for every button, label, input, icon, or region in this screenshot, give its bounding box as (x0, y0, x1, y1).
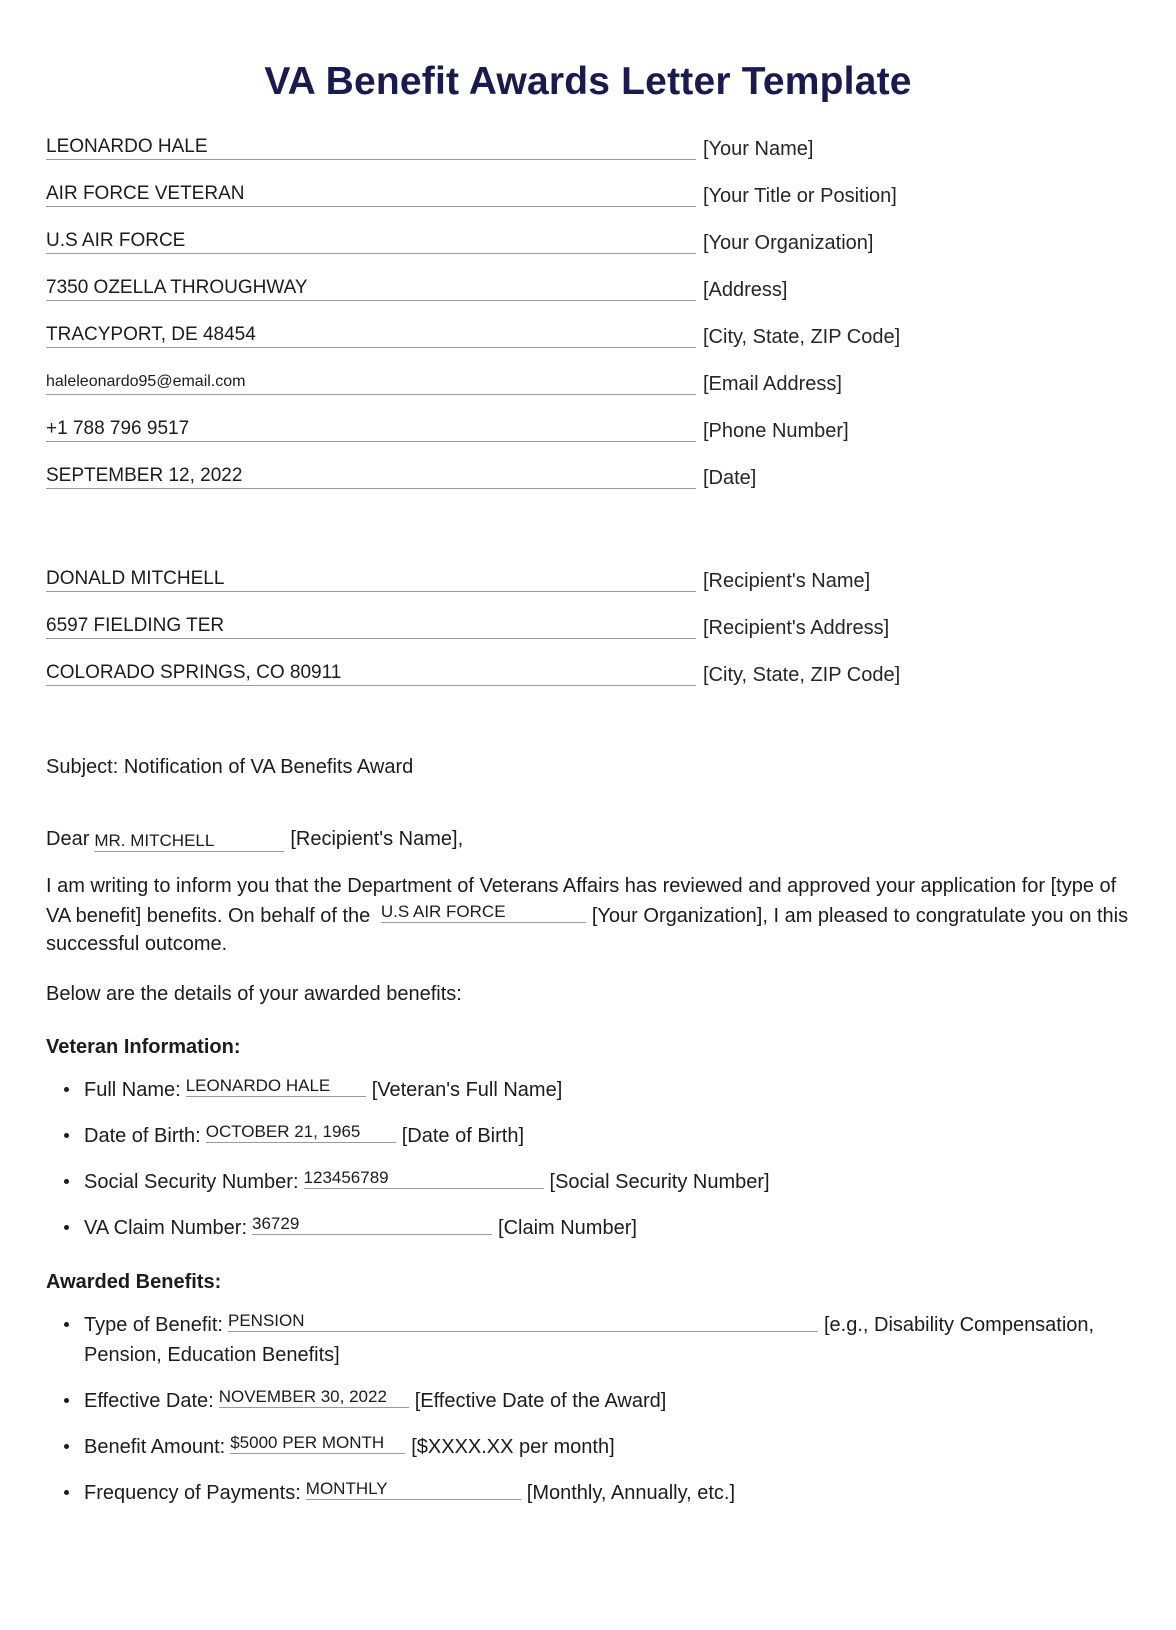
veteran-info-item-input[interactable]: 123456789 (304, 1167, 544, 1189)
body-paragraph-1 (46, 872, 1130, 958)
sender-field-block (46, 133, 1130, 489)
awarded-benefit-item-label: Type of Benefit: (84, 1313, 223, 1336)
veteran-info-item-label: Date of Birth: (84, 1124, 201, 1147)
veteran-info-item-note: [Date of Birth] (401, 1124, 524, 1147)
recipient-field-row (46, 659, 1130, 686)
veteran-info-item-note: [Social Security Number] (549, 1170, 770, 1193)
sender-field-row (46, 133, 1130, 160)
veteran-info-item-label: Full Name: (84, 1078, 181, 1101)
body-paragraph-1-part1: I am writing to inform you that the Department of Veterans Affairs has reviewed and approved your application for [type of VA benefit] benefits. On behalf of the (46, 874, 1117, 927)
veteran-info-item-label: VA Claim Number: (84, 1216, 248, 1239)
sender-field-value: U.S AIR FORCE (46, 229, 186, 251)
document-content (0, 133, 1176, 1508)
sender-field-value: AIR FORCE VETERAN (46, 182, 245, 204)
sender-field-input[interactable] (46, 274, 696, 301)
awarded-benefit-item (46, 1431, 1130, 1462)
veteran-info-item-input[interactable]: LEONARDO HALE (186, 1075, 366, 1097)
recipient-field-value: DONALD MITCHELL (46, 567, 225, 589)
sender-field-value: LEONARDO HALE (46, 135, 208, 157)
recipient-field-label: [Recipient's Address] (703, 616, 890, 639)
sender-field-row (46, 368, 1130, 395)
awarded-benefit-item-note: [e.g., Disability Compensation, Pension, Education Benefits] (84, 1313, 1095, 1366)
sender-field-row (46, 227, 1130, 254)
sender-field-label: [Phone Number] (703, 419, 849, 442)
sender-field-input[interactable] (46, 227, 696, 254)
veteran-info-item (46, 1166, 1130, 1197)
subject-line: Subject: Notification of VA Benefits Award (46, 755, 414, 778)
organization-field[interactable]: U.S AIR FORCE (381, 901, 586, 923)
awarded-benefit-item-note: [Effective Date of the Award] (414, 1389, 667, 1412)
recipient-field-row (46, 612, 1130, 639)
sender-field-row (46, 462, 1130, 489)
sender-field-label: [Your Title or Position] (703, 184, 897, 207)
sender-field-input[interactable] (46, 133, 696, 160)
veteran-info-item-note: [Claim Number] (498, 1216, 637, 1239)
sender-field-row (46, 274, 1130, 301)
salutation-recipient-field[interactable]: MR. MITCHELL (94, 830, 284, 852)
body-paragraph-2: Below are the details of your awarded benefits: (46, 982, 462, 1005)
sender-field-row (46, 180, 1130, 207)
veteran-info-item-note: [Veteran's Full Name] (371, 1078, 563, 1101)
sender-field-value: +1 788 796 9517 (46, 417, 190, 439)
salutation-recipient-label: [Recipient's Name], (290, 827, 464, 850)
sender-field-value: TRACYPORT, DE 48454 (46, 323, 256, 345)
veteran-information-heading: Veteran Information: (46, 1035, 241, 1058)
awarded-benefits-heading: Awarded Benefits: (46, 1270, 222, 1293)
sender-field-label: [Your Organization] (703, 231, 874, 254)
sender-field-value: haleleonardo95@email.com (46, 372, 246, 390)
page-title: VA Benefit Awards Letter Template (264, 60, 912, 103)
awarded-benefit-item-input[interactable]: MONTHLY (306, 1478, 521, 1500)
veteran-info-item-input[interactable]: OCTOBER 21, 1965 (206, 1121, 396, 1143)
veteran-info-item (46, 1120, 1130, 1151)
spacer (46, 706, 1130, 746)
awarded-benefits-list (46, 1309, 1130, 1508)
recipient-field-input[interactable] (46, 565, 696, 592)
recipient-field-block (46, 565, 1130, 686)
sender-field-input[interactable] (46, 462, 696, 489)
sender-field-label: [Address] (703, 278, 788, 301)
sender-field-label: [Your Name] (703, 137, 814, 160)
sender-field-input[interactable] (46, 321, 696, 348)
sender-field-value: SEPTEMBER 12, 2022 (46, 464, 243, 486)
sender-field-value: 7350 OZELLA THROUGHWAY (46, 276, 308, 298)
recipient-field-row (46, 565, 1130, 592)
awarded-benefit-item (46, 1477, 1130, 1508)
recipient-field-value: COLORADO SPRINGS, CO 80911 (46, 661, 342, 683)
sender-field-input[interactable] (46, 368, 696, 395)
sender-field-label: [City, State, ZIP Code] (703, 325, 901, 348)
awarded-benefit-item-input[interactable]: $5000 PER MONTH (230, 1432, 405, 1454)
awarded-benefit-item-label: Effective Date: (84, 1389, 214, 1412)
sender-field-row (46, 321, 1130, 348)
spacer (46, 509, 1130, 565)
recipient-field-label: [Recipient's Name] (703, 569, 871, 592)
recipient-field-label: [City, State, ZIP Code] (703, 663, 901, 686)
veteran-info-item (46, 1212, 1130, 1243)
awarded-benefit-item-note: [$XXXX.XX per month] (411, 1435, 615, 1458)
awarded-benefit-item-label: Frequency of Payments: (84, 1481, 301, 1504)
awarded-benefit-item-note: [Monthly, Annually, etc.] (526, 1481, 736, 1504)
awarded-benefit-item-input[interactable]: NOVEMBER 30, 2022 (219, 1386, 409, 1408)
awarded-benefit-item-label: Benefit Amount: (84, 1435, 226, 1458)
body-paragraph-1-part2: [Your Organization], I am pleased to congratulate you on this successful outcome. (46, 904, 1129, 955)
sender-field-label: [Date] (703, 466, 757, 489)
sender-field-row (46, 415, 1130, 442)
veteran-info-item-input[interactable]: 36729 (252, 1213, 492, 1235)
recipient-field-input[interactable] (46, 612, 696, 639)
salutation-dear: Dear (46, 827, 90, 850)
veteran-info-item (46, 1074, 1130, 1105)
sender-field-input[interactable] (46, 180, 696, 207)
recipient-field-value: 6597 FIELDING TER (46, 614, 225, 636)
sender-field-input[interactable] (46, 415, 696, 442)
awarded-benefit-item-input[interactable]: PENSION (228, 1310, 818, 1332)
awarded-benefit-item (46, 1309, 1130, 1370)
veteran-information-list (46, 1074, 1130, 1243)
veteran-info-item-label: Social Security Number: (84, 1170, 299, 1193)
recipient-field-input[interactable] (46, 659, 696, 686)
awarded-benefit-item (46, 1385, 1130, 1416)
sender-field-label: [Email Address] (703, 372, 842, 395)
salutation-line (46, 826, 1130, 852)
